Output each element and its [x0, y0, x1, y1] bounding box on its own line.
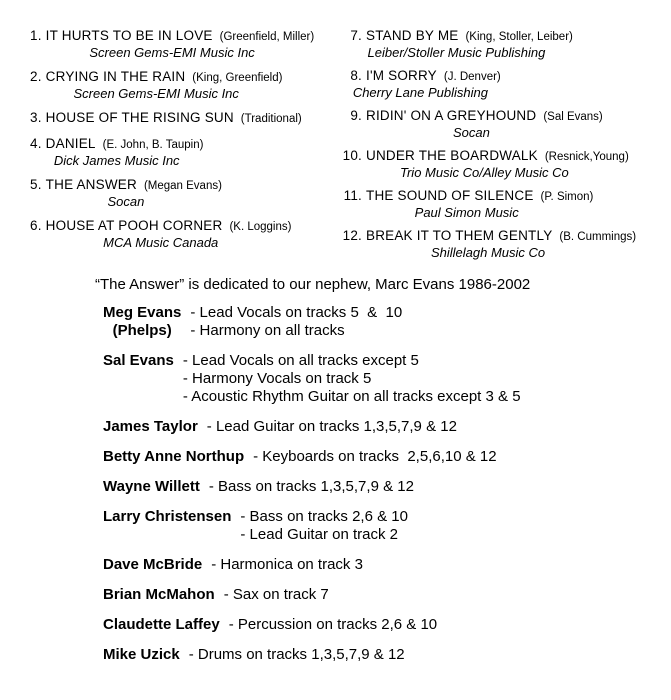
credit-role: - Keyboards on tracks 2,5,6,10 & 12 [253, 448, 497, 465]
track-title-line [30, 218, 291, 235]
credit-name-line: Dave McBride [103, 556, 203, 573]
credit-entry [103, 508, 521, 544]
track-title: UNDER THE BOARDWALK [366, 148, 538, 163]
track-writers: (B. Cummings) [559, 231, 637, 243]
track-number: 6. [30, 218, 42, 233]
credit-entry [103, 616, 521, 634]
credit-role: - Lead Guitar on tracks 1,3,5,7,9 & 12 [206, 418, 457, 435]
tracklist [30, 28, 636, 268]
track-number: 8. [350, 68, 362, 83]
track-item [340, 228, 636, 260]
track-item [340, 108, 603, 140]
track-number: 7. [350, 28, 362, 43]
credit-role: - Drums on tracks 1,3,5,7,9 & 12 [188, 646, 405, 663]
track-title-line [30, 28, 314, 45]
credit-role: - Bass on tracks 2,6 & 10 [240, 508, 408, 525]
track-publisher: Dick James Music Inc [53, 153, 180, 168]
credit-roles [207, 418, 457, 436]
credit-role: - Lead Guitar on track 2 [240, 526, 398, 543]
track-title: BREAK IT TO THEM GENTLY [366, 228, 553, 243]
track-title: IT HURTS TO BE IN LOVE [45, 28, 213, 43]
track-title: RIDIN' ON A GREYHOUND [366, 108, 537, 123]
credit-name [103, 352, 174, 370]
track-publisher: Screen Gems-EMI Music Inc [89, 45, 255, 60]
credit-roles [229, 616, 437, 634]
track-title-line [340, 68, 501, 85]
track-item [30, 28, 314, 60]
track-title: STAND BY ME [366, 28, 459, 43]
credit-name [103, 586, 215, 604]
credit-roles [240, 508, 408, 544]
track-writers: (King, Stoller, Leiber) [465, 31, 573, 43]
credit-entry [103, 646, 521, 664]
track-title-line [30, 110, 302, 127]
credit-roles [183, 352, 521, 406]
track-item [340, 188, 593, 220]
credit-role: - Percussion on tracks 2,6 & 10 [228, 616, 438, 633]
track-item [30, 110, 302, 127]
track-writers: (King, Greenfield) [192, 72, 283, 84]
credit-name-line: Sal Evans [103, 352, 174, 369]
credit-roles [209, 478, 414, 496]
track-title-line [340, 28, 573, 45]
credit-entry [103, 448, 521, 466]
track-title-line [30, 136, 203, 153]
track-title-line [340, 148, 629, 165]
track-number: 4. [30, 136, 42, 151]
credit-name [103, 646, 180, 664]
track-number: 10. [342, 148, 362, 163]
credit-name-line: Claudette Laffey [103, 616, 220, 633]
track-item [30, 136, 203, 168]
credit-name-line: Betty Anne Northup [103, 448, 245, 465]
credit-name-line: Meg Evans [103, 304, 182, 321]
track-title: HOUSE AT POOH CORNER [45, 218, 223, 233]
credit-role: - Lead Vocals on all tracks except 5 [182, 352, 419, 369]
track-title: DANIEL [45, 136, 96, 151]
credit-roles [253, 448, 496, 466]
track-writers: (Resnick,Young) [544, 151, 629, 163]
credit-name-line: Wayne Willett [103, 478, 200, 495]
track-writers: (Greenfield, Miller) [219, 31, 315, 43]
track-publisher: Leiber/Stoller Music Publishing [367, 45, 546, 60]
credit-role: - Lead Vocals on tracks 5 & 10 [190, 304, 403, 321]
track-number: 1. [30, 28, 42, 43]
track-number: 2. [30, 69, 42, 84]
track-title: I'M SORRY [366, 68, 437, 83]
credit-entry [103, 556, 521, 574]
track-publisher: Socan [452, 125, 490, 140]
track-title-line [340, 188, 593, 205]
track-publisher: Socan [107, 194, 145, 209]
credit-name [103, 304, 181, 340]
track-publisher: Cherry Lane Publishing [352, 85, 488, 100]
track-item [340, 148, 629, 180]
track-item [30, 177, 222, 209]
credit-name [103, 448, 244, 466]
credit-role: - Sax on track 7 [223, 586, 329, 603]
credit-role: - Harmony Vocals on track 5 [182, 370, 372, 387]
track-item [340, 28, 573, 60]
credit-name-line: (Phelps) [112, 322, 172, 339]
track-number: 12. [342, 228, 362, 243]
track-writers: (P. Simon) [540, 191, 594, 203]
track-publisher: Screen Gems-EMI Music Inc [73, 86, 239, 101]
credit-name [103, 556, 202, 574]
track-title-line [30, 177, 222, 194]
dedication-line: “The Answer” is dedicated to our nephew, Marc Evans 1986-2002 [95, 276, 531, 293]
track-number: 9. [350, 108, 362, 123]
credits-list [103, 304, 521, 676]
track-title: HOUSE OF THE RISING SUN [45, 110, 234, 125]
track-publisher: MCA Music Canada [103, 235, 219, 250]
track-writers: (Traditional) [240, 113, 302, 125]
credit-entry [103, 478, 521, 496]
track-publisher: Trio Music Co/Alley Music Co [400, 165, 569, 180]
track-title: THE SOUND OF SILENCE [366, 188, 534, 203]
credit-name [103, 418, 198, 436]
track-number: 3. [30, 110, 42, 125]
tracklist-left-column [30, 28, 340, 259]
credit-name [103, 616, 220, 634]
track-writers: (Sal Evans) [543, 111, 603, 123]
credit-name-line: Mike Uzick [103, 646, 180, 663]
credit-roles [224, 586, 329, 604]
credit-name [103, 508, 231, 526]
credit-entry [103, 586, 521, 604]
track-publisher: Paul Simon Music [414, 205, 519, 220]
track-writers: (Megan Evans) [143, 180, 222, 192]
credit-roles [211, 556, 363, 574]
credit-name [103, 478, 200, 496]
credit-role: - Bass on tracks 1,3,5,7,9 & 12 [208, 478, 414, 495]
credit-name-line: James Taylor [103, 418, 198, 435]
track-writers: (K. Loggins) [229, 221, 292, 233]
track-title: THE ANSWER [45, 177, 137, 192]
credit-role: - Harmony on all tracks [190, 322, 345, 339]
track-number: 5. [30, 177, 42, 192]
track-title-line [340, 228, 636, 245]
track-writers: (E. John, B. Taupin) [102, 139, 204, 151]
track-title-line [30, 69, 282, 86]
credit-entry [103, 352, 521, 406]
track-item [340, 68, 501, 100]
track-item [30, 218, 291, 250]
track-publisher: Shillelagh Music Co [430, 245, 546, 260]
track-item [30, 69, 282, 101]
track-writers: (J. Denver) [443, 71, 501, 83]
credit-name-line: Larry Christensen [103, 508, 232, 525]
tracklist-right-column [340, 28, 636, 268]
credit-entry [103, 304, 521, 340]
credit-roles [190, 304, 402, 340]
credit-entry [103, 418, 521, 436]
track-title: CRYING IN THE RAIN [45, 69, 186, 84]
credit-role: - Harmonica on track 3 [211, 556, 363, 573]
credit-roles [189, 646, 405, 664]
track-title-line [340, 108, 603, 125]
track-number: 11. [343, 188, 362, 203]
credit-name-line: Brian McMahon [103, 586, 215, 603]
credit-role: - Acoustic Rhythm Guitar on all tracks except 3 & 5 [182, 388, 521, 405]
